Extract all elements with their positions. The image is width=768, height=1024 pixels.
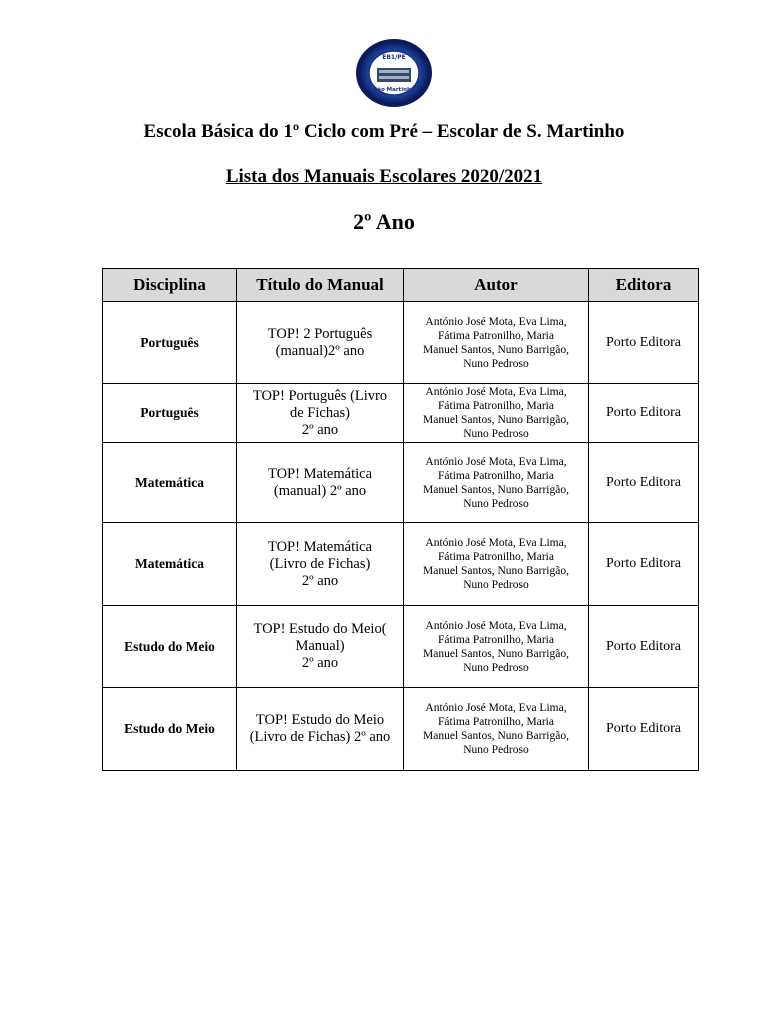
- publisher-cell: Porto Editora: [589, 688, 699, 771]
- author-cell: [404, 688, 589, 771]
- author-line: Nuno Pedroso: [463, 497, 529, 510]
- title-line: TOP! Estudo do Meio: [255, 712, 385, 728]
- title-line: TOP! Estudo do Meio(: [253, 621, 387, 637]
- table-row: [103, 384, 699, 443]
- author-line: Manuel Santos, Nuno Barrigão,: [423, 730, 569, 742]
- manual-title-cell: [237, 688, 404, 771]
- manual-title-cell: [237, 302, 404, 384]
- author-line: Manuel Santos, Nuno Barrigão,: [423, 483, 569, 496]
- author-line: Fátima Patronilho, Maria: [438, 400, 554, 412]
- table-row: [103, 523, 699, 606]
- discipline-cell: Estudo do Meio: [103, 606, 237, 688]
- discipline-cell: Português: [103, 302, 237, 384]
- column-header-author: Autor: [404, 269, 589, 302]
- publisher-cell: Porto Editora: [589, 384, 699, 443]
- author-line: Manuel Santos, Nuno Barrigão,: [423, 343, 569, 356]
- list-title: Lista dos Manuais Escolares 2020/2021: [225, 166, 543, 187]
- author-line: Fátima Patronilho, Maria: [438, 551, 554, 563]
- manual-title-cell: [237, 443, 404, 523]
- author-line: Nuno Pedroso: [463, 579, 529, 591]
- author-line: Nuno Pedroso: [463, 744, 529, 756]
- publisher-cell: Porto Editora: [589, 443, 699, 523]
- author-line: Fátima Patronilho, Maria: [438, 716, 554, 728]
- author-line: António José Mota, Eva Lima,: [425, 537, 567, 549]
- title-line: 2º ano: [301, 655, 339, 671]
- author-line: Nuno Pedroso: [463, 357, 529, 370]
- year-title: 2º Ano: [353, 209, 415, 234]
- discipline-cell: Português: [103, 384, 237, 443]
- title-line: (Livro de Fichas) 2º ano: [249, 729, 391, 745]
- author-cell: [404, 443, 589, 523]
- title-line: (Livro de Fichas): [269, 555, 371, 572]
- discipline-cell: Matemática: [103, 443, 237, 523]
- author-line: António José Mota, Eva Lima,: [425, 386, 567, 398]
- author-line: Fátima Patronilho, Maria: [438, 469, 554, 482]
- author-line: António José Mota, Eva Lima,: [425, 455, 567, 468]
- manual-title-cell: [237, 384, 404, 443]
- title-line: TOP! Português (Livro: [252, 387, 388, 404]
- discipline-cell: Estudo do Meio: [103, 688, 237, 771]
- author-line: Fátima Patronilho, Maria: [438, 329, 554, 342]
- column-header-title: Título do Manual: [237, 269, 404, 302]
- title-line: 2º ano: [301, 572, 339, 589]
- title-line: Manual): [295, 638, 345, 654]
- logo-text-top: EB1/PE: [382, 54, 406, 61]
- table-row: [103, 688, 699, 771]
- author-line: Manuel Santos, Nuno Barrigão,: [423, 647, 569, 660]
- author-cell: [404, 606, 589, 688]
- title-line: de Fichas): [290, 404, 350, 421]
- school-logo-image: [355, 38, 433, 108]
- author-line: Fátima Patronilho, Maria: [438, 633, 554, 646]
- manuals-table: [102, 268, 699, 771]
- school-name: Escola Básica do 1º Ciclo com Pré – Escolar de S. Martinho: [143, 121, 625, 142]
- title-line: TOP! 2 Português: [267, 325, 373, 342]
- title-line: 2º ano: [301, 421, 339, 438]
- author-line: Manuel Santos, Nuno Barrigão,: [423, 414, 569, 426]
- author-line: Nuno Pedroso: [463, 661, 529, 674]
- author-line: António José Mota, Eva Lima,: [425, 702, 567, 714]
- column-header-discipline: Disciplina: [103, 269, 237, 302]
- author-cell: [404, 384, 589, 443]
- publisher-cell: Porto Editora: [589, 606, 699, 688]
- author-cell: [404, 302, 589, 384]
- author-line: Nuno Pedroso: [463, 428, 529, 440]
- table-row: [103, 302, 699, 384]
- school-logo: [355, 38, 433, 108]
- manual-title-cell: [237, 523, 404, 606]
- table-row: [103, 443, 699, 523]
- author-cell: [404, 523, 589, 606]
- manual-title-cell: [237, 606, 404, 688]
- publisher-cell: Porto Editora: [589, 302, 699, 384]
- title-line: (manual)2º ano: [275, 342, 365, 359]
- publisher-cell: Porto Editora: [589, 523, 699, 606]
- table-row: [103, 606, 699, 688]
- column-header-publisher: Editora: [589, 269, 699, 302]
- title-line: TOP! Matemática: [267, 465, 373, 482]
- logo-text-bottom: São Martinho: [373, 87, 415, 93]
- author-line: António José Mota, Eva Lima,: [425, 315, 567, 328]
- title-line: (manual) 2º ano: [273, 482, 367, 499]
- title-line: TOP! Matemática: [267, 538, 373, 555]
- author-line: António José Mota, Eva Lima,: [425, 619, 567, 632]
- discipline-cell: Matemática: [103, 523, 237, 606]
- table-header-row: [103, 269, 699, 302]
- author-line: Manuel Santos, Nuno Barrigão,: [423, 565, 569, 577]
